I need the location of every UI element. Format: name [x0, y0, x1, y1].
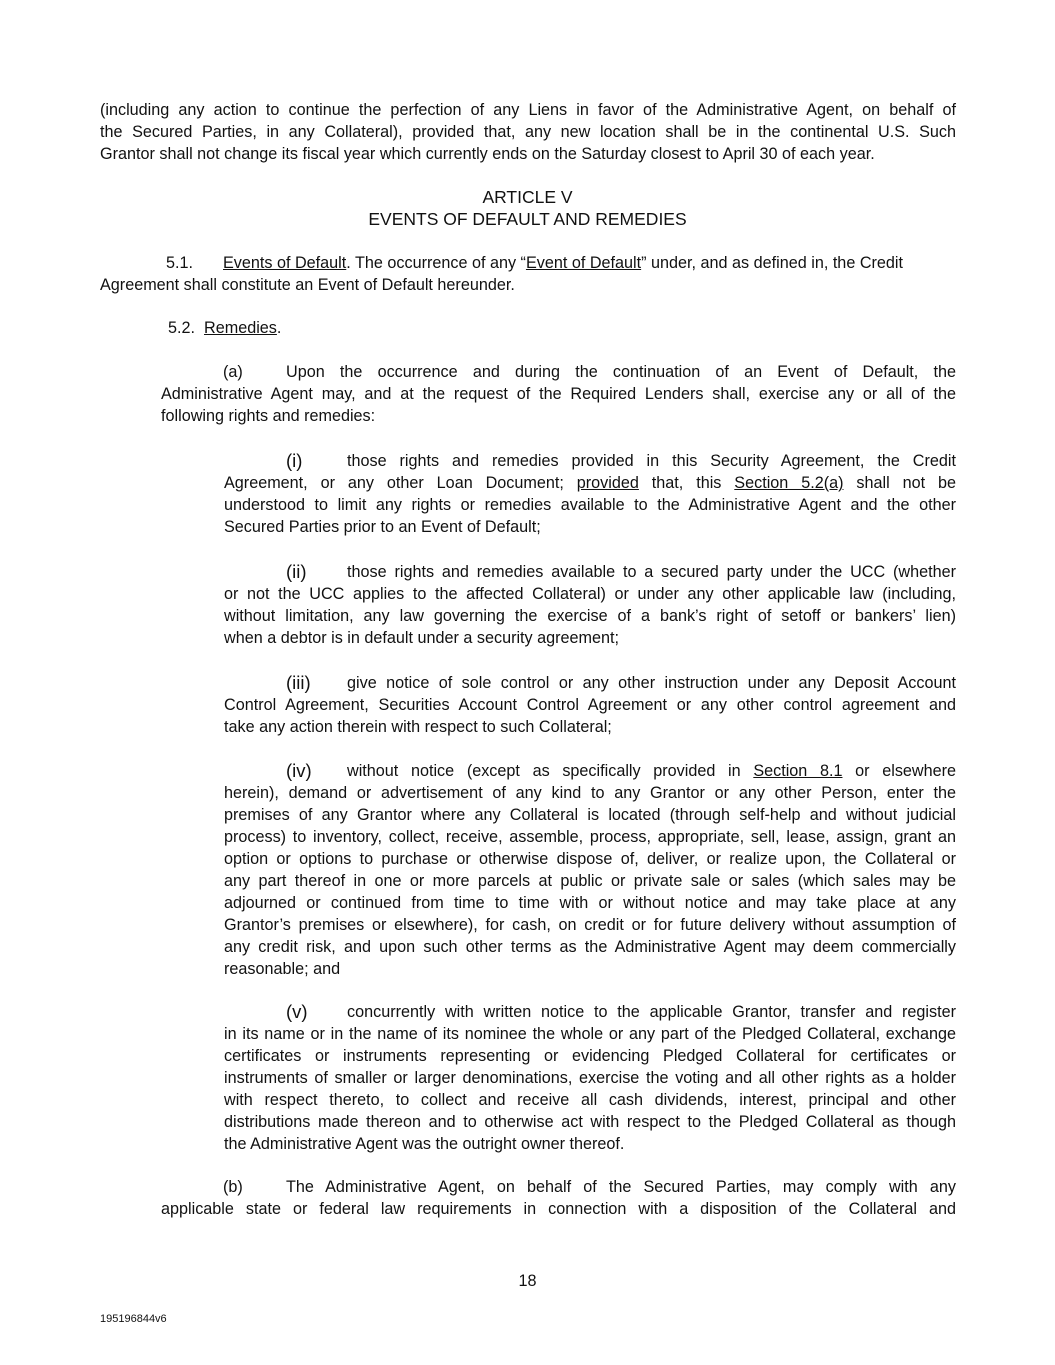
clause-a-line: Upon the occurrence and during the continuation of an Event of Default, the	[286, 363, 956, 381]
clause-v-line: instruments of smaller or larger denominations, exercise the voting and all other rights as a holder	[224, 1069, 956, 1087]
clause-label: (b)	[223, 1178, 243, 1196]
clause-i-line: Secured Parties prior to an Event of Default;	[224, 518, 541, 536]
clause-i-line: those rights and remedies provided in this Security Agreement, the Credit	[347, 452, 956, 470]
document-id: 195196844v6	[100, 1313, 167, 1325]
section-number: 5.1.	[166, 254, 194, 272]
clause-ii-line: when a debtor is in default under a security agreement;	[224, 629, 620, 647]
section-5-1-line: Agreement shall constitute an Event of Default hereunder.	[100, 276, 515, 294]
section-reference: Section 8.1	[753, 762, 843, 780]
page-number: 18	[518, 1272, 537, 1290]
clause-iv-line: reasonable; and	[224, 960, 341, 978]
intro-line: Grantor shall not change its fiscal year which currently ends on the Saturday closest to April 30 of each year.	[100, 145, 875, 163]
clause-label: (iv)	[286, 760, 312, 781]
clause-iii-line: take any action therein with respect to such Collateral;	[224, 718, 612, 736]
section-heading: Events of Default	[223, 254, 347, 272]
clause-i-line: Agreement, or any other Loan Document; provided that, this Section 5.2(a) shall not be	[224, 474, 956, 492]
article-number: ARTICLE V	[482, 187, 573, 207]
clause-iv-line: any credit risk, and upon such other terms as the Administrative Agent may deem commercially	[224, 938, 956, 956]
intro-line: the Secured Parties, in any Collateral), provided that, any new location shall be in the continental U.S. Such	[100, 123, 956, 141]
section-heading: Remedies	[204, 319, 277, 337]
clause-v-line: certificates or instruments representing or evidencing Pledged Collateral for certificates or	[224, 1047, 956, 1065]
clause-v-line: the Administrative Agent was the outright owner thereof.	[224, 1135, 625, 1153]
provided-term: provided	[576, 474, 639, 492]
clause-label: (a)	[223, 363, 243, 381]
clause-b-line: applicable state or federal law requirements in connection with a disposition of the Collateral and	[161, 1200, 956, 1218]
intro-line: (including any action to continue the perfection of any Liens in favor of the Administrative Agent, on behalf of	[100, 101, 956, 119]
clause-ii-line: those rights and remedies available to a secured party under the UCC (whether	[347, 563, 956, 581]
section-number: 5.2.	[168, 319, 196, 337]
clause-label: (v)	[286, 1001, 308, 1022]
clause-b-line: The Administrative Agent, on behalf of the Secured Parties, may comply with any	[286, 1178, 956, 1196]
section-5-2-heading: 5.2. Remedies.	[168, 319, 282, 337]
section-5-1-line: Events of Default. The occurrence of any “Event of Default” under, and as defined in, the Credit	[223, 254, 903, 272]
defined-term: Event of Default	[525, 254, 642, 272]
clause-iii-line: Control Agreement, Securities Account Control Agreement or any other control agreement and	[224, 696, 956, 714]
clause-ii-line: without limitation, any law governing the exercise of a bank’s right of setoff or bankers’ lien)	[224, 607, 956, 625]
clause-iv-line: herein), demand or advertisement of any kind to any Grantor or any other Person, enter the	[224, 784, 956, 802]
article-title: EVENTS OF DEFAULT AND REMEDIES	[368, 209, 687, 229]
clause-v-line: with respect thereto, to collect and receive all cash dividends, interest, principal and other	[224, 1091, 956, 1109]
clause-iv-line: process) to inventory, collect, receive, assemble, process, appropriate, sell, lease, assign, grant an	[224, 828, 956, 846]
clause-v-line: distributions made thereon and to otherwise act with respect to the Pledged Collateral as though	[224, 1113, 956, 1131]
clause-v-line: concurrently with written notice to the applicable Grantor, transfer and register	[347, 1003, 956, 1021]
clause-i-line: understood to limit any rights or remedies available to the Administrative Agent and the other	[224, 496, 956, 514]
clause-label: (ii)	[286, 561, 307, 582]
clause-label: (iii)	[286, 672, 311, 693]
clause-a-line: Administrative Agent may, and at the request of the Required Lenders shall, exercise any or all of the	[161, 385, 956, 403]
clause-a-line: following rights and remedies:	[161, 407, 376, 425]
clause-iv-line: premises of any Grantor where any Collateral is located (through self-help and without judicial	[224, 806, 956, 824]
clause-iv-line: Grantor’s premises or elsewhere), for cash, on credit or for future delivery without assumption of	[224, 916, 956, 934]
clause-label: (i)	[286, 450, 303, 471]
clause-iv-line: option or options to purchase or otherwise dispose of, deliver, or realize upon, the Collateral or	[224, 850, 956, 868]
clause-iv-line: without notice (except as specifically provided in Section 8.1 or elsewhere	[347, 762, 957, 780]
clause-v-line: in its name or in the name of its nominee the whole or any part of the Pledged Collateral, exchange	[224, 1025, 956, 1043]
clause-iv-line: any part thereof in one or more parcels at public or private sale or sales (which sales may be	[224, 872, 956, 890]
clause-iv-line: adjourned or continued from time to time with or without notice and may take place at any	[224, 894, 956, 912]
clause-ii-line: or not the UCC applies to the affected Collateral) or under any other applicable law (including,	[224, 585, 956, 603]
section-reference: Section 5.2(a)	[734, 474, 844, 492]
clause-iii-line: give notice of sole control or any other instruction under any Deposit Account	[347, 674, 956, 692]
